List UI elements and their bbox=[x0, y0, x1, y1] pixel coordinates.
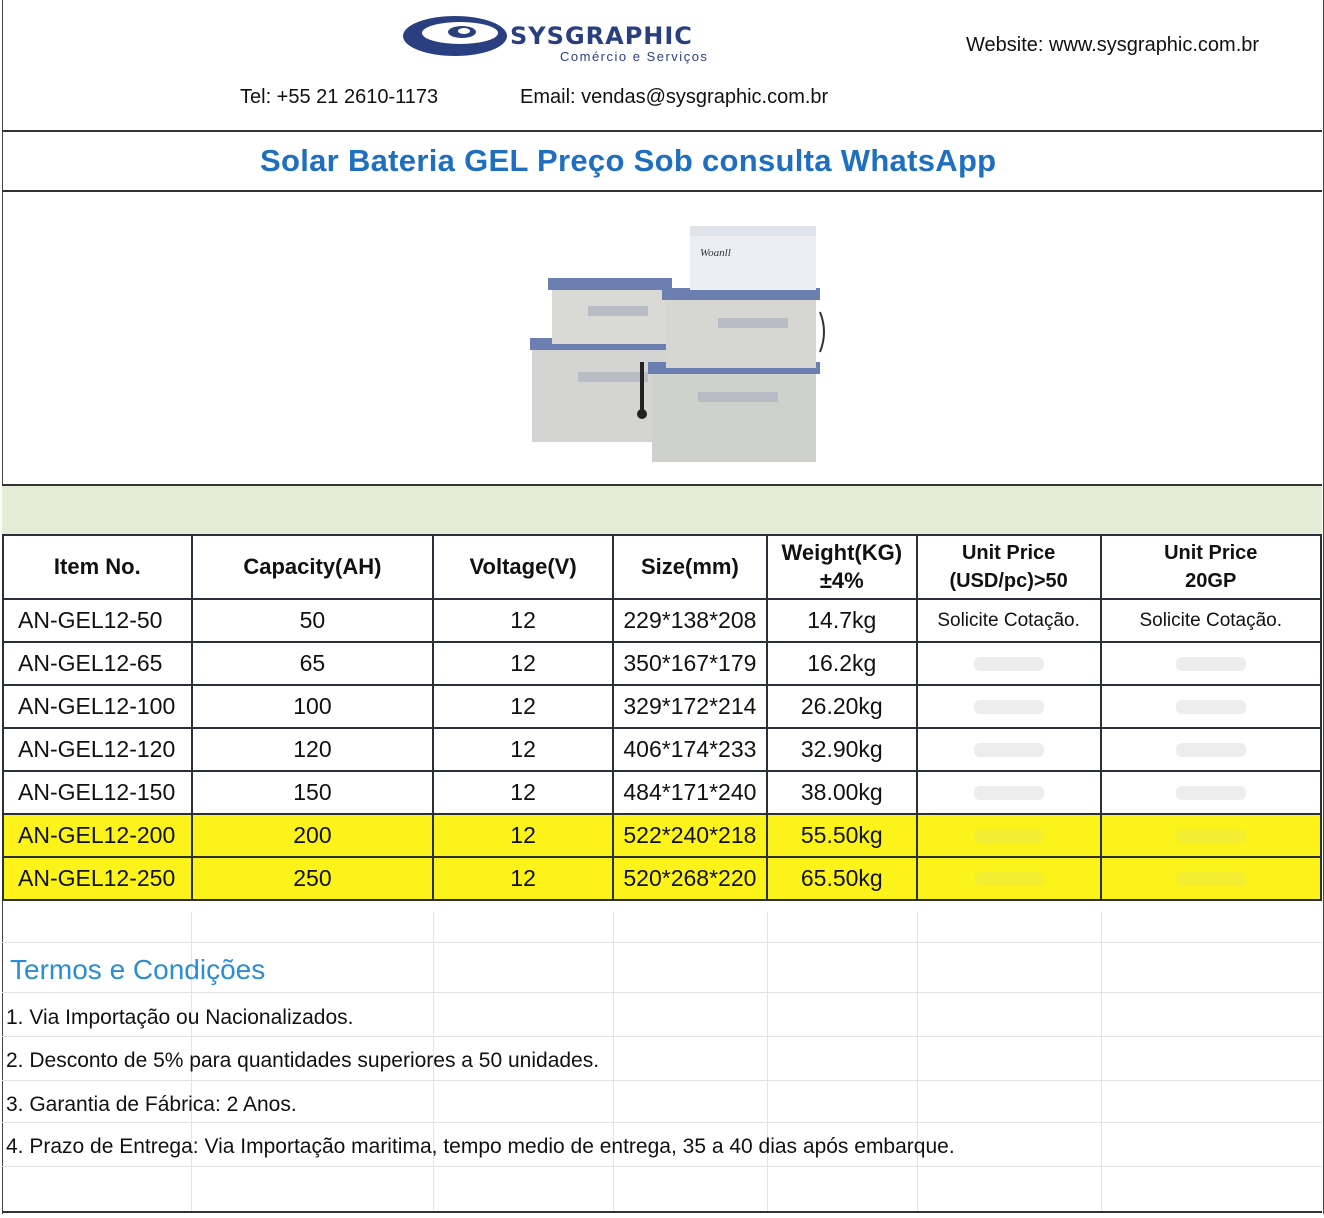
grid-line bbox=[2, 1166, 1322, 1167]
redacted-price bbox=[974, 657, 1044, 671]
website-text: Website: www.sysgraphic.com.br bbox=[966, 34, 1260, 56]
cell-size: 484*171*240 bbox=[613, 771, 767, 814]
redacted-price bbox=[974, 872, 1044, 886]
column-header-capacity: Capacity(AH) bbox=[192, 535, 434, 599]
table-row bbox=[3, 685, 1321, 728]
cell-price-usd bbox=[917, 642, 1101, 685]
cell-item: AN-GEL12-200 bbox=[3, 814, 192, 857]
cell-size: 329*172*214 bbox=[613, 685, 767, 728]
cell-size: 520*268*220 bbox=[613, 857, 767, 900]
cell-capacity: 150 bbox=[192, 771, 434, 814]
cell-weight: 16.2kg bbox=[767, 642, 917, 685]
grid-line bbox=[767, 912, 768, 1212]
cell-voltage: 12 bbox=[433, 771, 613, 814]
battery-product-image bbox=[528, 222, 830, 472]
cell-price-20gp bbox=[1101, 642, 1322, 685]
cell-size: 350*167*179 bbox=[613, 642, 767, 685]
cell-item: AN-GEL12-120 bbox=[3, 728, 192, 771]
redacted-price bbox=[1176, 657, 1246, 671]
cell-capacity: 100 bbox=[192, 685, 434, 728]
terms-title: Termos e Condições bbox=[10, 954, 266, 985]
cell-weight: 55.50kg bbox=[767, 814, 917, 857]
cell-capacity: 65 bbox=[192, 642, 434, 685]
cell-price-usd bbox=[917, 771, 1101, 814]
cell-price-usd: Solicite Cotação. bbox=[917, 599, 1101, 642]
cell-price-usd bbox=[917, 857, 1101, 900]
column-header-unit-price-usd: Unit Price (USD/pc)>50 bbox=[917, 535, 1101, 599]
logo-swoosh-icon bbox=[400, 8, 520, 70]
svg-text:Woanll: Woanll bbox=[700, 247, 731, 259]
brand-name: SYSGRAPHIC bbox=[510, 22, 693, 50]
column-header-voltage: Voltage(V) bbox=[433, 535, 613, 599]
table-row bbox=[3, 728, 1321, 771]
page-title: Solar Bateria GEL Preço Sob consulta WhatsApp bbox=[260, 143, 997, 178]
cell-weight: 65.50kg bbox=[767, 857, 917, 900]
table-row bbox=[3, 771, 1321, 814]
redacted-price bbox=[974, 829, 1044, 843]
cell-voltage: 12 bbox=[433, 599, 613, 642]
cell-item: AN-GEL12-100 bbox=[3, 685, 192, 728]
cell-item: AN-GEL12-65 bbox=[3, 642, 192, 685]
cell-weight: 26.20kg bbox=[767, 685, 917, 728]
table-row bbox=[3, 599, 1321, 642]
grid-line bbox=[2, 992, 1322, 993]
grid-line bbox=[917, 912, 918, 1212]
cell-item: AN-GEL12-250 bbox=[3, 857, 192, 900]
grid-line bbox=[1101, 912, 1102, 1212]
column-header-item: Item No. bbox=[3, 535, 192, 599]
redacted-price bbox=[1176, 700, 1246, 714]
cell-weight: 38.00kg bbox=[767, 771, 917, 814]
grid-line bbox=[613, 912, 614, 1212]
brand-subtitle: Comércio e Serviços bbox=[560, 49, 709, 64]
cell-voltage: 12 bbox=[433, 814, 613, 857]
cell-item: AN-GEL12-150 bbox=[3, 771, 192, 814]
cell-voltage: 12 bbox=[433, 642, 613, 685]
cell-price-20gp bbox=[1101, 857, 1322, 900]
table-row-highlighted bbox=[3, 814, 1321, 857]
redacted-price bbox=[1176, 872, 1246, 886]
cell-capacity: 120 bbox=[192, 728, 434, 771]
column-header-unit-price-20gp: Unit Price 20GP bbox=[1101, 535, 1322, 599]
cell-price-usd bbox=[917, 685, 1101, 728]
redacted-price bbox=[1176, 743, 1246, 757]
grid-line bbox=[2, 942, 1322, 943]
redacted-price bbox=[1176, 786, 1246, 800]
bottom-border bbox=[2, 1211, 1322, 1213]
table-row-highlighted bbox=[3, 857, 1321, 900]
cell-voltage: 12 bbox=[433, 728, 613, 771]
cell-capacity: 200 bbox=[192, 814, 434, 857]
cell-voltage: 12 bbox=[433, 857, 613, 900]
grid-line bbox=[2, 1036, 1322, 1037]
table-row bbox=[3, 642, 1321, 685]
term-item: 1. Via Importação ou Nacionalizados. bbox=[6, 1006, 354, 1029]
cell-voltage: 12 bbox=[433, 685, 613, 728]
phone-text: Tel: +55 21 2610-1173 bbox=[240, 86, 439, 108]
redacted-price bbox=[974, 700, 1044, 714]
column-header-weight: Weight(KG) ±4% bbox=[767, 535, 917, 599]
company-logo bbox=[400, 8, 780, 70]
cell-size: 229*138*208 bbox=[613, 599, 767, 642]
grid-line bbox=[2, 1122, 1322, 1123]
cell-weight: 32.90kg bbox=[767, 728, 917, 771]
redacted-price bbox=[1176, 829, 1246, 843]
redacted-price bbox=[974, 743, 1044, 757]
cell-price-usd bbox=[917, 814, 1101, 857]
cell-price-usd bbox=[917, 728, 1101, 771]
column-header-size: Size(mm) bbox=[613, 535, 767, 599]
grid-line bbox=[2, 1080, 1322, 1081]
cell-capacity: 50 bbox=[192, 599, 434, 642]
cell-size: 522*240*218 bbox=[613, 814, 767, 857]
cell-price-20gp bbox=[1101, 685, 1322, 728]
redacted-price bbox=[974, 786, 1044, 800]
cell-size: 406*174*233 bbox=[613, 728, 767, 771]
cell-price-20gp bbox=[1101, 814, 1322, 857]
section-band bbox=[2, 484, 1322, 536]
table-header-row bbox=[3, 535, 1321, 599]
cell-price-20gp bbox=[1101, 771, 1322, 814]
cell-price-20gp bbox=[1101, 728, 1322, 771]
title-divider bbox=[2, 190, 1322, 192]
term-item: 4. Prazo de Entrega: Via Importação maritima, tempo medio de entrega, 35 a 40 dias após embarque. bbox=[6, 1135, 955, 1158]
term-item: 2. Desconto de 5% para quantidades superiores a 50 unidades. bbox=[6, 1049, 600, 1072]
email-text: Email: vendas@sysgraphic.com.br bbox=[520, 86, 829, 108]
cell-capacity: 250 bbox=[192, 857, 434, 900]
cell-weight: 14.7kg bbox=[767, 599, 917, 642]
cell-price-20gp: Solicite Cotação. bbox=[1101, 599, 1322, 642]
term-item: 3. Garantia de Fábrica: 2 Anos. bbox=[6, 1093, 297, 1116]
battery-price-table bbox=[2, 534, 1322, 901]
cell-item: AN-GEL12-50 bbox=[3, 599, 192, 642]
header-divider bbox=[2, 130, 1322, 132]
